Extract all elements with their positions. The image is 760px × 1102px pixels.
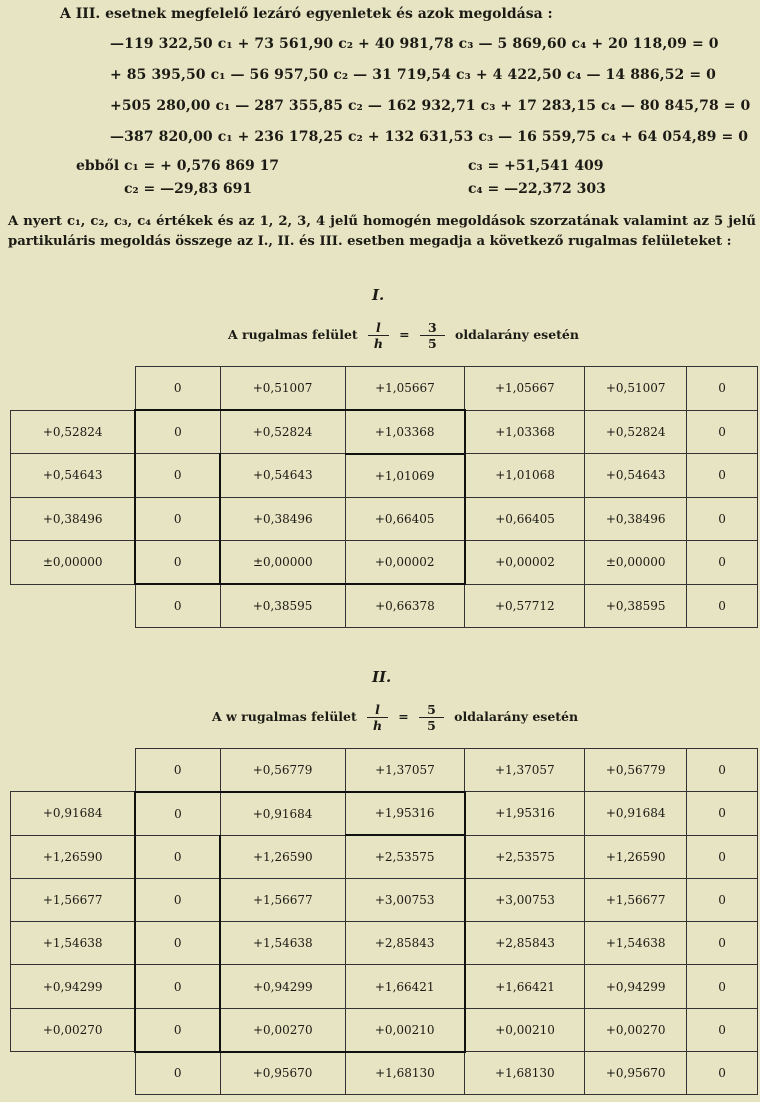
table-cell: +0,94299: [11, 965, 136, 1008]
table-cell: +0,56779: [220, 749, 345, 792]
table-cell: [11, 584, 136, 628]
table-cell: +0,54643: [220, 454, 345, 498]
table-cell: 0: [687, 965, 758, 1008]
table-cell: +1,56677: [220, 878, 345, 921]
solution-c2: c₂ = —29,83 691: [124, 181, 253, 197]
table-cell: +0,57712: [465, 584, 585, 628]
body-paragraph: A nyert c₁, c₂, c₃, c₄ értékek és az 1, 2, 3, 4 jelű homogén megoldások szorzatának valamint az 5 jelű partikuláris megoldás összege az I., II. és III. esetben megadja a következő rugalmas felületeket :: [8, 214, 756, 249]
table-cell: +1,37057: [345, 749, 465, 792]
table-row: [11, 454, 758, 498]
table-cell: +0,52824: [11, 410, 136, 454]
table-cell: +0,54643: [11, 454, 136, 498]
frac-num: l: [368, 320, 389, 336]
table-cell: +0,38595: [585, 584, 687, 628]
table-cell: +0,56779: [585, 749, 687, 792]
equation-3: +505 280,00 c₁ — 287 355,85 c₂ — 162 932,71 c₃ + 17 283,15 c₄ — 80 845,78 = 0: [110, 98, 751, 114]
table-2-grid: [10, 748, 758, 1095]
table-1-caption: [228, 320, 579, 351]
table-row: [11, 367, 758, 411]
table-cell: +0,52824: [220, 410, 345, 454]
table-cell: 0: [135, 1008, 220, 1051]
table-row: [11, 497, 758, 541]
table-cell: 0: [135, 835, 220, 878]
table-cell: +1,05667: [465, 367, 585, 411]
frac-den: h: [372, 718, 383, 733]
table-cell: +0,94299: [585, 965, 687, 1008]
table-cell: 0: [135, 454, 220, 498]
table-cell: +1,68130: [465, 1052, 585, 1095]
table-cell: +1,05667: [345, 367, 465, 411]
ratio-fraction-2: [419, 702, 444, 733]
table-cell: 0: [135, 410, 220, 454]
table-cell: +2,85843: [465, 922, 585, 965]
table-cell: +0,00002: [465, 541, 585, 585]
table-cell: +3,00753: [465, 878, 585, 921]
table-cell: 0: [687, 1008, 758, 1051]
frac-den: 5: [427, 718, 436, 733]
table-cell: +0,51007: [220, 367, 345, 411]
table-cell: +0,95670: [220, 1052, 345, 1095]
table-row: [11, 792, 758, 835]
table-cell: +1,26590: [585, 835, 687, 878]
table-cell: +0,00002: [345, 541, 465, 585]
table-1-roman: I.: [372, 286, 385, 304]
table-cell: +0,66405: [465, 497, 585, 541]
table-cell: 0: [135, 878, 220, 921]
table-cell: +1,03368: [345, 410, 465, 454]
caption-post: oldalarány esetén: [454, 709, 579, 724]
table-cell: [11, 367, 136, 411]
table-cell: +1,68130: [345, 1052, 465, 1095]
table-cell: +1,26590: [11, 835, 136, 878]
frac-num: l: [367, 702, 388, 718]
ratio-fraction-1: [368, 320, 389, 351]
table-cell: 0: [687, 792, 758, 835]
table-cell: +1,01068: [465, 454, 585, 498]
table-cell: +1,56677: [585, 878, 687, 921]
table-cell: 0: [687, 541, 758, 585]
table-row: [11, 410, 758, 454]
table-row: [11, 1052, 758, 1095]
ratio-fraction-1: [367, 702, 388, 733]
table-2-roman: II.: [372, 668, 392, 686]
table-cell: +0,00210: [345, 1008, 465, 1051]
table-row: [11, 749, 758, 792]
table-cell: +1,03368: [465, 410, 585, 454]
frac-num: 5: [419, 702, 444, 718]
table-cell: [11, 1052, 136, 1095]
table-cell: 0: [687, 410, 758, 454]
table-cell: +0,38496: [220, 497, 345, 541]
table-cell: 0: [135, 965, 220, 1008]
table-cell: 0: [135, 541, 220, 585]
table-cell: +0,54643: [585, 454, 687, 498]
table-cell: +2,53575: [465, 835, 585, 878]
table-cell: +0,00270: [11, 1008, 136, 1051]
table-cell: +1,54638: [11, 922, 136, 965]
table-cell: +0,00270: [585, 1008, 687, 1051]
table-cell: 0: [135, 497, 220, 541]
table-cell: 0: [687, 367, 758, 411]
table-cell: +0,38595: [220, 584, 345, 628]
table-cell: +0,94299: [220, 965, 345, 1008]
section-heading: A III. esetnek megfelelő lezáró egyenletek és azok megoldása :: [60, 6, 553, 22]
table-cell: +2,85843: [345, 922, 465, 965]
table-cell: 0: [687, 922, 758, 965]
table-cell: +1,01069: [345, 454, 465, 498]
table-cell: 0: [687, 497, 758, 541]
table-cell: 0: [135, 584, 220, 628]
frac-den: h: [373, 336, 383, 351]
table-cell: 0: [135, 792, 220, 835]
solution-c1: ebből c₁ = + 0,576 869 17: [76, 158, 280, 174]
table-cell: +0,38496: [585, 497, 687, 541]
table-cell: 0: [687, 878, 758, 921]
table-cell: 0: [687, 749, 758, 792]
eq-sign: =: [398, 709, 409, 724]
caption-pre: A rugalmas felület: [228, 327, 358, 342]
eq-sign: =: [399, 327, 410, 342]
table-cell: +0,51007: [585, 367, 687, 411]
table-cell: +0,91684: [11, 792, 136, 835]
table-cell: +1,66421: [465, 965, 585, 1008]
table-cell: +1,54638: [220, 922, 345, 965]
table-cell: ±0,00000: [11, 541, 136, 585]
table-cell: 0: [135, 922, 220, 965]
table-cell: 0: [135, 1052, 220, 1095]
table-cell: +0,52824: [585, 410, 687, 454]
table-cell: +1,95316: [345, 792, 465, 835]
table-2-caption: [212, 702, 578, 733]
table-1-grid: [10, 366, 758, 628]
table-cell: 0: [687, 1052, 758, 1095]
ratio-fraction-2: [420, 320, 445, 351]
caption-pre: A w rugalmas felület: [212, 709, 357, 724]
table-cell: 0: [687, 835, 758, 878]
frac-den: 5: [427, 336, 437, 351]
frac-num: 3: [420, 320, 445, 336]
table-row: [11, 835, 758, 878]
table-cell: +0,00210: [465, 1008, 585, 1051]
equation-1: —119 322,50 c₁ + 73 561,90 c₂ + 40 981,78 c₃ — 5 869,60 c₄ + 20 118,09 = 0: [110, 36, 719, 52]
table-cell: +0,91684: [220, 792, 345, 835]
table-cell: 0: [135, 749, 220, 792]
table-cell: +1,56677: [11, 878, 136, 921]
table-row: [11, 965, 758, 1008]
table-cell: +1,37057: [465, 749, 585, 792]
table-cell: ±0,00000: [220, 541, 345, 585]
table-row: [11, 541, 758, 585]
solution-c3: c₃ = +51,541 409: [468, 158, 604, 174]
table-cell: +1,26590: [220, 835, 345, 878]
table-cell: +0,91684: [585, 792, 687, 835]
equation-2: + 85 395,50 c₁ — 56 957,50 c₂ — 31 719,54 c₃ + 4 422,50 c₄ — 14 886,52 = 0: [110, 67, 717, 83]
table-cell: 0: [135, 367, 220, 411]
table-cell: 0: [687, 454, 758, 498]
table-cell: +0,66378: [345, 584, 465, 628]
table-cell: +0,95670: [585, 1052, 687, 1095]
table-row: [11, 1008, 758, 1051]
equation-4: —387 820,00 c₁ + 236 178,25 c₂ + 132 631,53 c₃ — 16 559,75 c₄ + 64 054,89 = 0: [110, 129, 749, 145]
solution-c4: c₄ = —22,372 303: [468, 181, 606, 197]
table-cell: +0,00270: [220, 1008, 345, 1051]
table-row: [11, 584, 758, 628]
table-row: [11, 922, 758, 965]
table-cell: ±0,00000: [585, 541, 687, 585]
caption-post: oldalarány esetén: [455, 327, 579, 342]
table-cell: +2,53575: [345, 835, 465, 878]
table-cell: +0,66405: [345, 497, 465, 541]
table-cell: [11, 749, 136, 792]
table-cell: +3,00753: [345, 878, 465, 921]
table-cell: +1,95316: [465, 792, 585, 835]
table-cell: +1,54638: [585, 922, 687, 965]
table-cell: +0,38496: [11, 497, 136, 541]
table-cell: 0: [687, 584, 758, 628]
table-cell: +1,66421: [345, 965, 465, 1008]
table-row: [11, 878, 758, 921]
